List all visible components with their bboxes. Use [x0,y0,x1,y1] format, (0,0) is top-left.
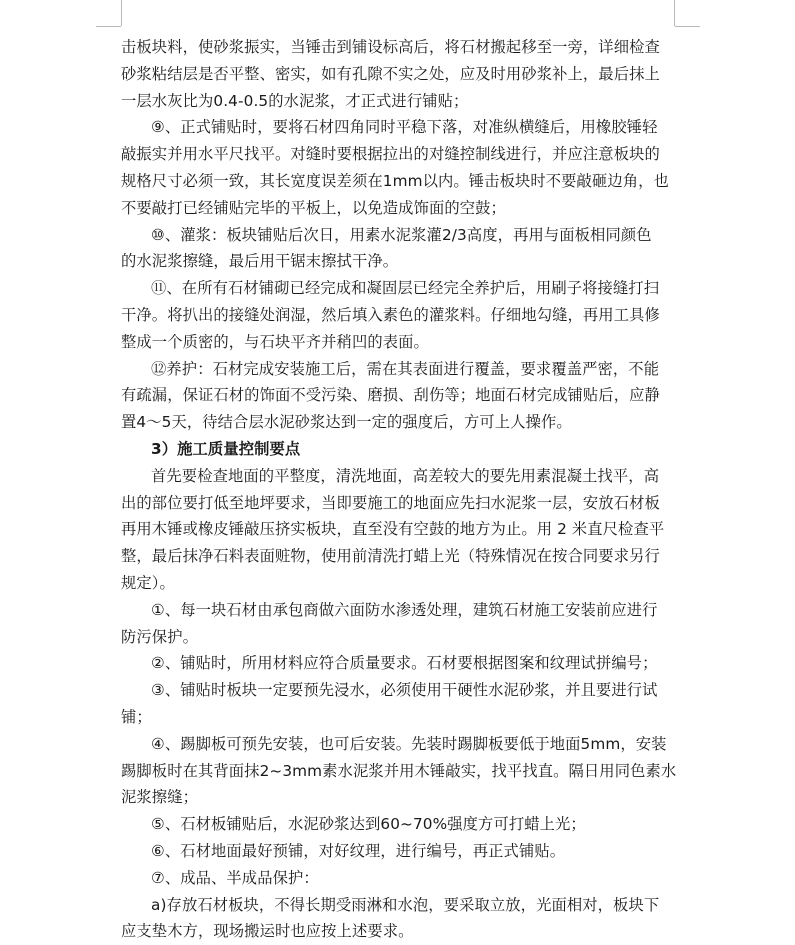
text-line: ⑤、石材板铺贴后，水泥砂浆达到60~70%强度方可打蜡上光； [121,811,675,838]
paragraph [121,222,675,276]
paragraph [121,650,675,677]
text-line: 规定）。 [121,570,675,597]
paragraph [121,677,675,731]
text-line: 铺； [121,704,675,731]
text-line: 泥浆擦缝； [121,784,675,811]
paragraph [121,811,675,838]
crop-mark-top-right-vertical [674,0,675,26]
text-line: 规格尺寸必须一致，其长宽度误差须在1mm以内。锤击板块时不要敲砸边角，也 [121,168,675,195]
paragraph [121,356,675,436]
text-line: ⑫养护：石材完成安装施工后，需在其表面进行覆盖，要求覆盖严密，不能 [121,356,675,383]
document-page-body [121,34,675,945]
text-line: ⑥、石材地面最好预铺，对好纹理，进行编号，再正式铺贴。 [121,838,675,865]
text-line: 首先要检查地面的平整度，清洗地面，高差较大的要先用素混凝土找平，高 [121,463,675,490]
paragraph [121,731,675,811]
section-heading [121,436,675,463]
text-line: 置4～5天，待结合层水泥砂浆达到一定的强度后，方可上人操作。 [121,409,675,436]
text-line: ⑩、灌浆：板块铺贴后次日，用素水泥浆灌2/3高度，再用与面板相同颜色 [121,222,675,249]
text-line: ③、铺贴时板块一定要预先浸水，必须使用干硬性水泥砂浆，并且要进行试 [121,677,675,704]
text-line: 防污保护。 [121,624,675,651]
paragraph [121,597,675,651]
crop-mark-top-left-vertical [121,0,122,26]
text-line: 干净。将扒出的接缝处润湿，然后填入素色的灌浆料。仔细地勾缝，再用工具修 [121,302,675,329]
text-line: 应支垫木方，现场搬运时也应按上述要求。 [121,918,675,945]
crop-mark-top-left-horizontal [96,26,121,27]
paragraph [121,892,675,945]
text-line: 敲振实并用水平尺找平。对缝时要根据拉出的对缝控制线进行，并应注意板块的 [121,141,675,168]
text-line: 一层水灰比为0.4-0.5的水泥浆，才正式进行铺贴； [121,88,675,115]
text-line: a)存放石材板块，不得长期受雨淋和水泡，要采取立放，光面相对，板块下 [121,892,675,919]
text-line: 出的部位要打低至地坪要求，当即要施工的地面应先扫水泥浆一层，安放石材板 [121,490,675,517]
text-line: ①、每一块石材由承包商做六面防水渗透处理，建筑石材施工安装前应进行 [121,597,675,624]
text-line: 砂浆粘结层是否平整、密实，如有孔隙不实之处，应及时用砂浆补上，最后抹上 [121,61,675,88]
text-line: 整成一个质密的，与石块平齐并稍凹的表面。 [121,329,675,356]
paragraph [121,114,675,221]
text-line: ②、铺贴时，所用材料应符合质量要求。石材要根据图案和纹理试拼编号； [121,650,675,677]
text-line: ⑪、在所有石材铺砌已经完成和凝固层已经完全养护后，用刷子将接缝打扫 [121,275,675,302]
text-line: 不要敲打已经铺贴完毕的平板上，以免造成饰面的空鼓； [121,195,675,222]
text-line: 的水泥浆擦缝，最后用干锯末擦拭干净。 [121,248,675,275]
text-line: 有疏漏，保证石材的饰面不受污染、磨损、刮伤等；地面石材完成铺贴后，应静 [121,382,675,409]
paragraph [121,865,675,892]
text-line: ⑨、正式铺贴时，要将石材四角同时平稳下落，对准纵横缝后，用橡胶锤轻 [121,114,675,141]
text-line: ④、踢脚板可预先安装，也可后安装。先装时踢脚板要低于地面5mm，安装 [121,731,675,758]
text-line: ⑦、成品、半成品保护： [121,865,675,892]
text-line: 再用木锤或橡皮锤敲压挤实板块，直至没有空鼓的地方为止。用 2 米直尺检查平 [121,516,675,543]
text-line: 整，最后抹净石料表面赃物，使用前清洗打蜡上光（特殊情况在按合同要求另行 [121,543,675,570]
paragraph [121,34,675,114]
paragraph [121,838,675,865]
paragraph [121,275,675,355]
text-line: 击板块料，使砂浆振实，当锤击到铺设标高后，将石材搬起移至一旁，详细检查 [121,34,675,61]
text-line: 3）施工质量控制要点 [151,436,675,463]
crop-mark-top-right-horizontal [675,26,700,27]
text-line: 踢脚板时在其背面抹2~3mm素水泥浆并用木锤敲实，找平找直。隔日用同色素水 [121,758,675,785]
paragraph [121,463,675,597]
